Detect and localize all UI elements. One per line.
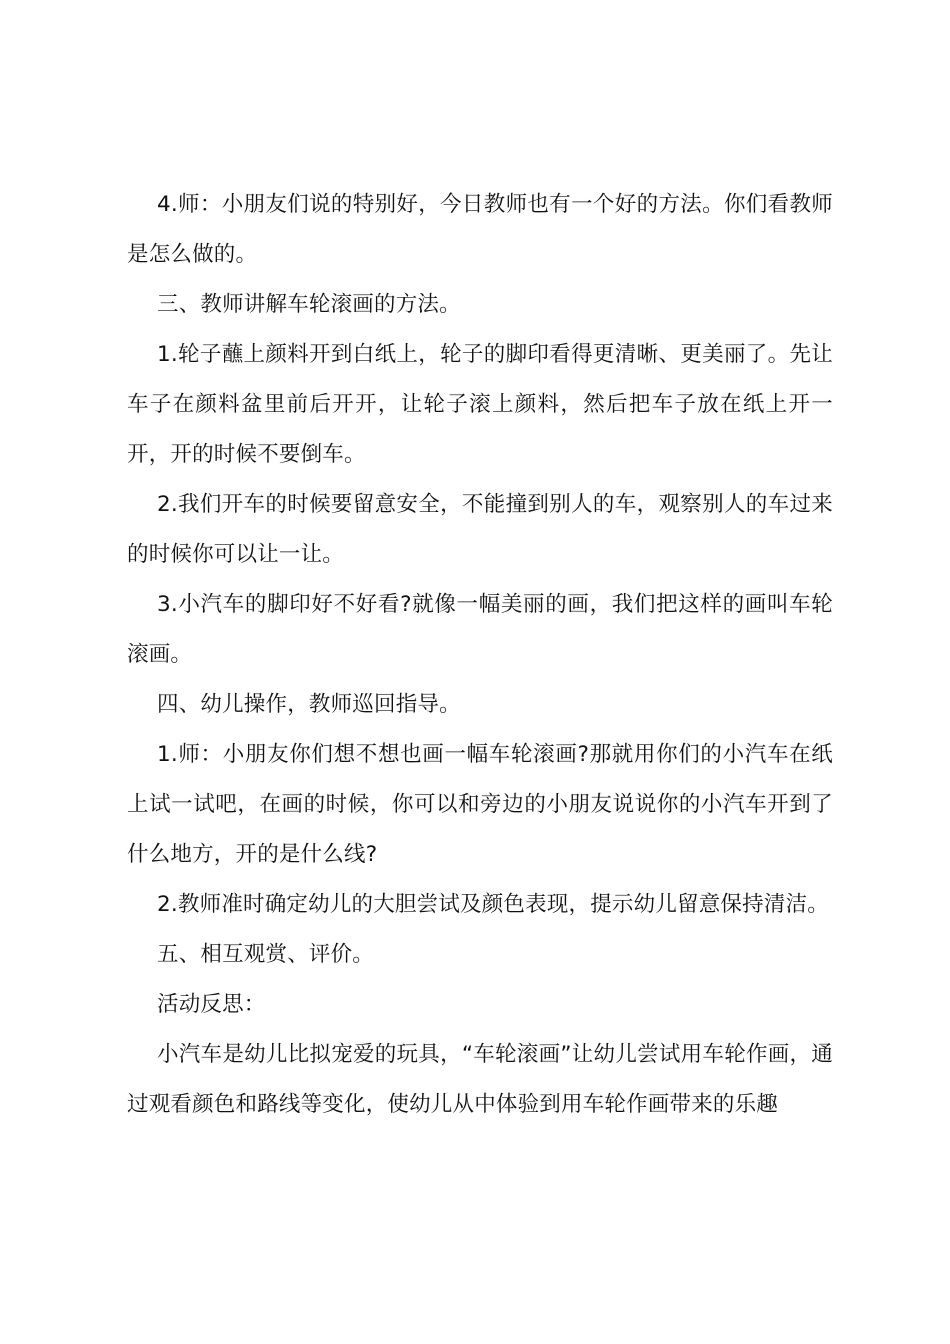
paragraph-step-3: 3.小汽车的脚印好不好看?就像一幅美丽的画，我们把这样的画叫车轮滚画。 <box>127 592 833 667</box>
paragraph-teacher-method: 4.师：小朋友们说的特别好，今日教师也有一个好的方法。你们看教师是怎么做的。 <box>127 192 833 267</box>
paragraph-step-1: 1.轮子蘸上颜料开到白纸上，轮子的脚印看得更清晰、更美丽了。先让车子在颜料盆里前后开开，让轮子滚上颜料，然后把车子放在纸上开一开，开的时候不要倒车。 <box>127 342 833 467</box>
paragraph-operation-2: 2.教师准时确定幼儿的大胆尝试及颜色表现，提示幼儿留意保持清洁。 <box>157 892 829 917</box>
section-heading-five: 五、相互观赏、评价。 <box>157 942 375 967</box>
paragraph-operation-1: 1.师：小朋友你们想不想也画一幅车轮滚画?那就用你们的小汽车在纸上试一试吧，在画的时候，你可以和旁边的小朋友说说你的小汽车开到了什么地方，开的是什么线? <box>127 742 833 867</box>
section-heading-three: 三、教师讲解车轮滚画的方法。 <box>157 292 461 317</box>
paragraph-reflection: 小汽车是幼儿比拟宠爱的玩具，“车轮滚画”让幼儿尝试用车轮作画，通过观看颜色和路线等变化，使幼儿从中体验到用车轮作画带来的乐趣 <box>127 1042 833 1117</box>
document-body <box>127 180 833 1130</box>
paragraph-step-2: 2.我们开车的时候要留意安全，不能撞到别人的车，观察别人的车过来的时候你可以让一让。 <box>127 492 833 567</box>
section-heading-four: 四、幼儿操作，教师巡回指导。 <box>157 692 461 717</box>
reflection-heading: 活动反思： <box>157 992 266 1017</box>
